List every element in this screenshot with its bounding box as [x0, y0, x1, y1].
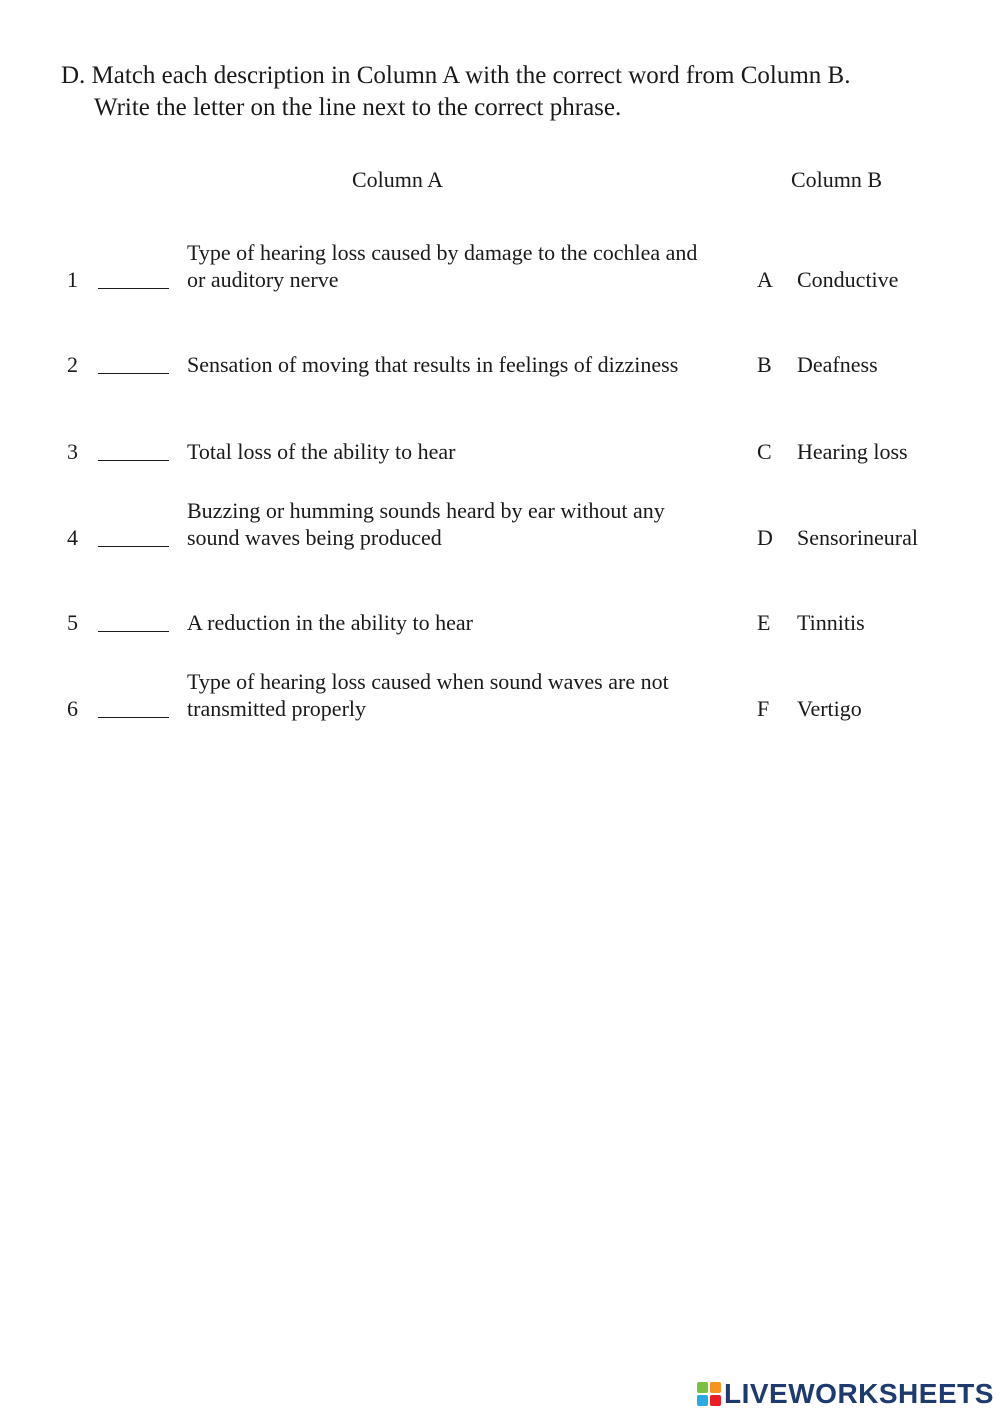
description-line-2: sound waves being produced — [187, 525, 442, 550]
description-line-1: Type of hearing loss caused when sound waves are not — [187, 669, 669, 694]
option-letter: E — [757, 610, 771, 635]
column-b-heading: Column B — [791, 167, 883, 192]
description-line-1: Type of hearing loss caused by damage to the cochlea and — [187, 240, 698, 265]
item-description — [187, 497, 747, 551]
logo-mark-icon — [697, 1382, 721, 1406]
item-number: 3 — [67, 439, 78, 464]
item-description — [187, 668, 747, 722]
description-line-1: Buzzing or humming sounds heard by ear without any — [187, 498, 665, 523]
instruction-line-2: Write the letter on the line next to the correct phrase. — [94, 94, 622, 121]
item-description — [187, 438, 747, 465]
logo-square-red — [710, 1395, 721, 1406]
instructions — [61, 60, 850, 124]
item-number: 5 — [67, 610, 78, 635]
column-a-heading: Column A — [352, 167, 444, 192]
item-number: 4 — [67, 525, 78, 550]
option-word: Conductive — [797, 267, 899, 292]
item-description — [187, 609, 747, 636]
option-word: Tinnitis — [797, 610, 865, 635]
answer-blank[interactable] — [98, 266, 169, 295]
description-line-2: transmitted properly — [187, 696, 367, 721]
option-letter: A — [757, 267, 773, 292]
item-number: 1 — [67, 267, 78, 292]
description-line-2: or auditory nerve — [187, 267, 339, 292]
answer-blank[interactable] — [98, 524, 169, 553]
logo-square-green — [697, 1382, 708, 1393]
option-word: Sensorineural — [797, 525, 918, 550]
instruction-line-1: D. Match each description in Column A with the correct word from Column B. — [61, 62, 851, 89]
option-letter: F — [757, 696, 770, 721]
description-line-1: Total loss of the ability to hear — [187, 439, 456, 464]
item-description — [187, 239, 747, 293]
logo-square-blue — [697, 1395, 708, 1406]
answer-blank[interactable] — [98, 438, 169, 467]
description-line-1: Sensation of moving that results in feelings of dizziness — [187, 352, 679, 377]
answer-blank[interactable] — [98, 351, 169, 380]
description-line-1: A reduction in the ability to hear — [187, 610, 473, 635]
option-word: Hearing loss — [797, 439, 908, 464]
item-number: 6 — [67, 696, 78, 721]
logo-square-orange — [710, 1382, 721, 1393]
option-letter: C — [757, 439, 772, 464]
item-number: 2 — [67, 352, 78, 377]
option-word: Vertigo — [797, 696, 862, 721]
liveworksheets-logo — [697, 1380, 994, 1408]
item-description — [187, 351, 747, 378]
answer-blank[interactable] — [98, 609, 169, 638]
answer-blank[interactable] — [98, 695, 169, 724]
option-letter: B — [757, 352, 772, 377]
option-letter: D — [757, 525, 773, 550]
option-word: Deafness — [797, 352, 878, 377]
logo-text: LIVEWORKSHEETS — [724, 1378, 994, 1409]
